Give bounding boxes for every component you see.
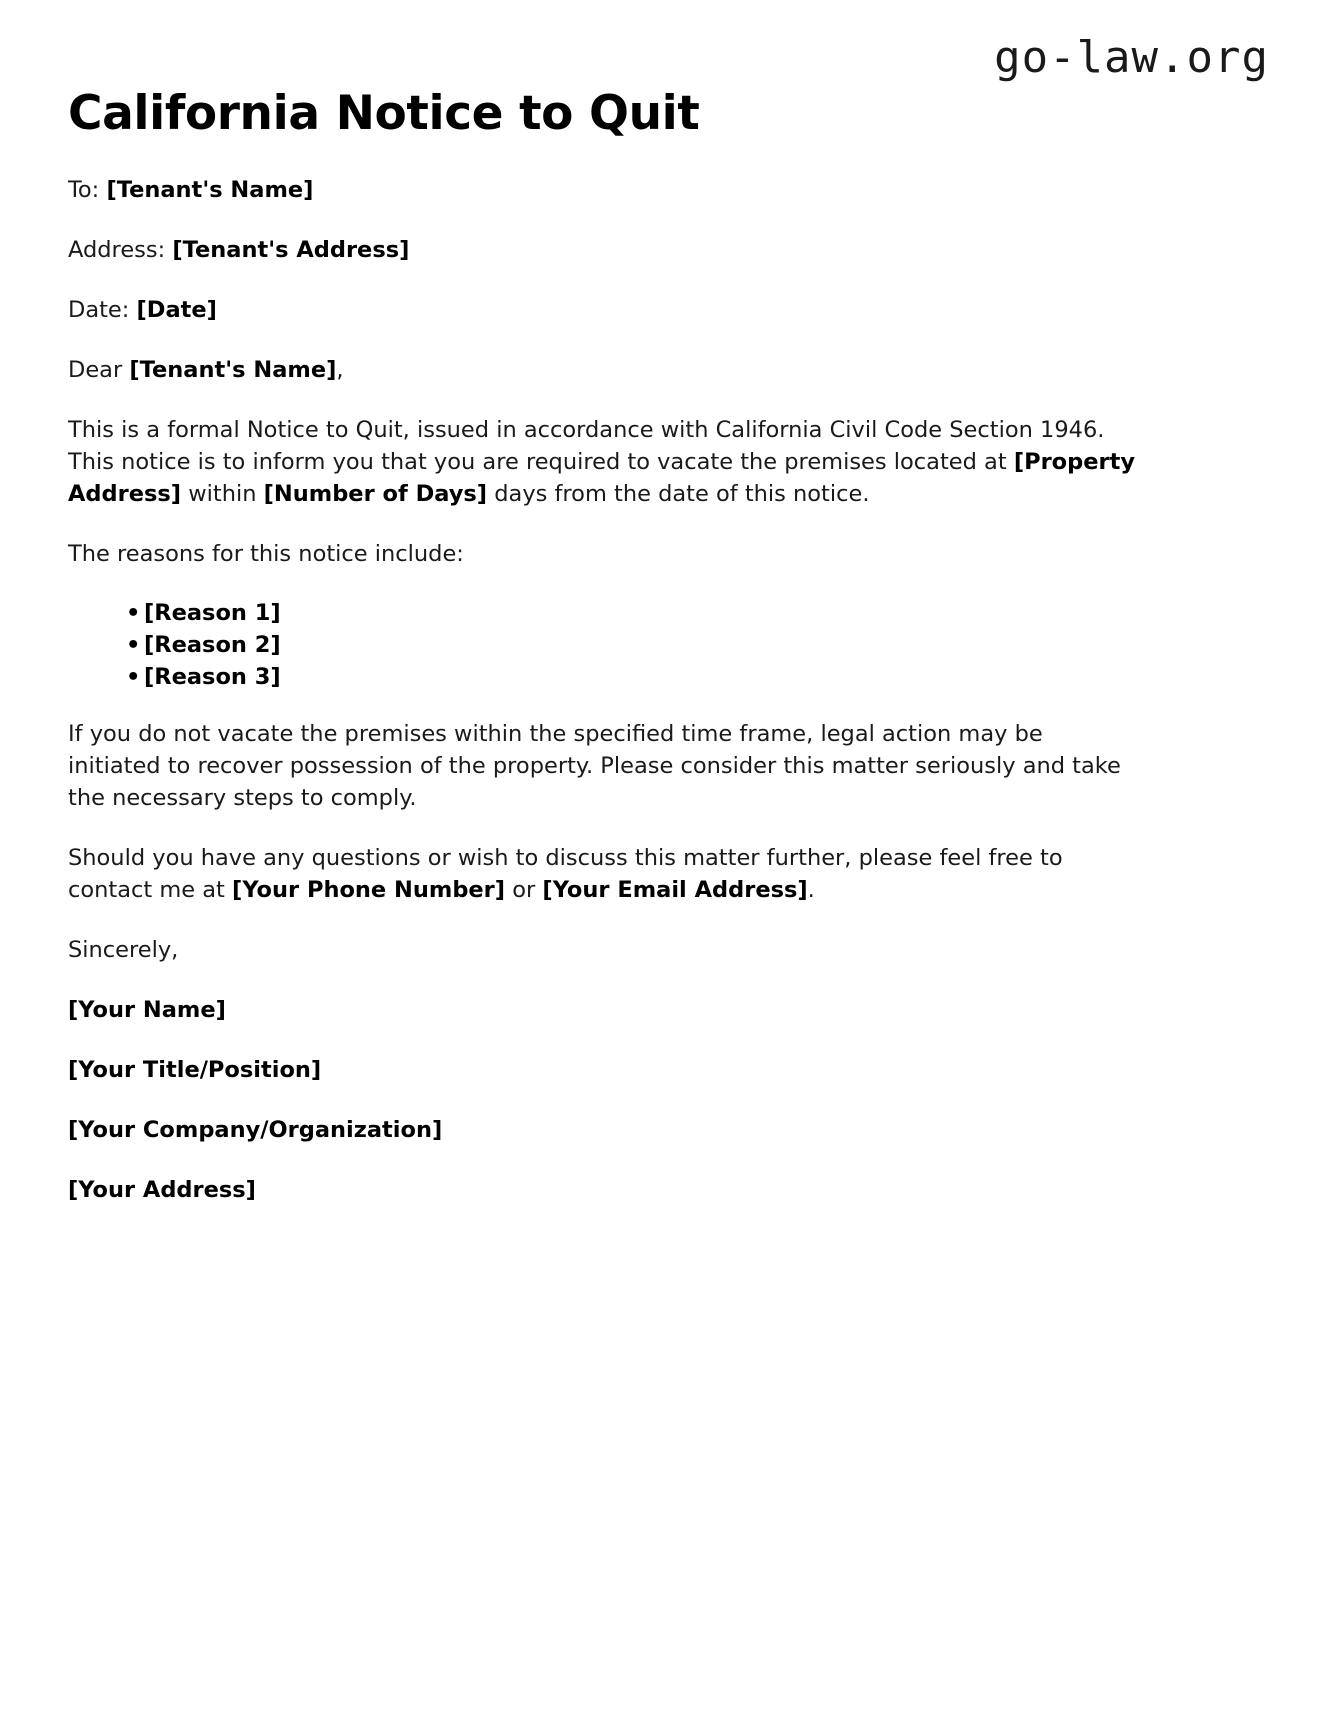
- date-label: Date:: [68, 297, 130, 324]
- your-company-placeholder: [Your Company/Organization]: [68, 1116, 443, 1143]
- list-item: • [Reason 3]: [126, 663, 1263, 692]
- sincerely-line: Sincerely,: [68, 937, 179, 964]
- to-label: To:: [68, 177, 100, 204]
- signature-block: [68, 935, 1263, 1207]
- reasons-list: [68, 599, 1263, 691]
- site-logo-text: go-law.org: [994, 32, 1269, 83]
- email-address-placeholder: [Your Email Address]: [542, 877, 808, 904]
- document-body: [68, 175, 1263, 1206]
- recipient-to-line: [68, 175, 1138, 207]
- list-item: • [Reason 1]: [126, 599, 1263, 628]
- recipient-address-line: [68, 235, 1138, 267]
- address-label: Address:: [68, 237, 166, 264]
- your-address-placeholder: [Your Address]: [68, 1176, 256, 1203]
- salutation-comma: ,: [336, 357, 344, 384]
- tenant-name-placeholder: [Tenant's Name]: [106, 177, 314, 204]
- phone-number-placeholder: [Your Phone Number]: [232, 877, 506, 904]
- intro-text-part-2: within: [188, 481, 257, 508]
- reasons-lead-in: The reasons for this notice include:: [68, 541, 464, 568]
- your-name-placeholder: [Your Name]: [68, 996, 226, 1023]
- contact-conjunction: or: [512, 877, 536, 904]
- warning-paragraph: If you do not vacate the premises within the specified time frame, legal action may be initiated to recover possession of the property. Please consider this matter seriously and take the necessary steps to comply.: [68, 721, 1121, 812]
- property-address-placeholder: [Property Address]: [68, 449, 1136, 508]
- tenant-address-placeholder: [Tenant's Address]: [172, 237, 410, 264]
- your-title-placeholder: [Your Title/Position]: [68, 1056, 322, 1083]
- contact-period: .: [807, 877, 815, 904]
- date-placeholder: [Date]: [136, 297, 217, 324]
- list-item: • [Reason 2]: [126, 631, 1263, 660]
- intro-text-part-1: This is a formal Notice to Quit, issued in accordance with California Civil Code Section 1946. This notice is to inform you that you are required to vacate the premises located at: [68, 417, 1105, 476]
- contact-paragraph: [68, 843, 1140, 907]
- number-of-days-placeholder: [Number of Days]: [263, 481, 488, 508]
- contact-text-part-1: Should you have any questions or wish to discuss this matter further, please feel free to contact me at: [68, 845, 1063, 904]
- intro-text-part-3: days from the date of this notice.: [494, 481, 870, 508]
- salutation-line: [68, 355, 1138, 387]
- page-title: California Notice to Quit: [68, 86, 700, 141]
- salutation-greeting: Dear: [68, 357, 123, 384]
- salutation-name-placeholder: [Tenant's Name]: [129, 357, 337, 384]
- date-line: [68, 295, 1138, 327]
- intro-paragraph: [68, 415, 1140, 511]
